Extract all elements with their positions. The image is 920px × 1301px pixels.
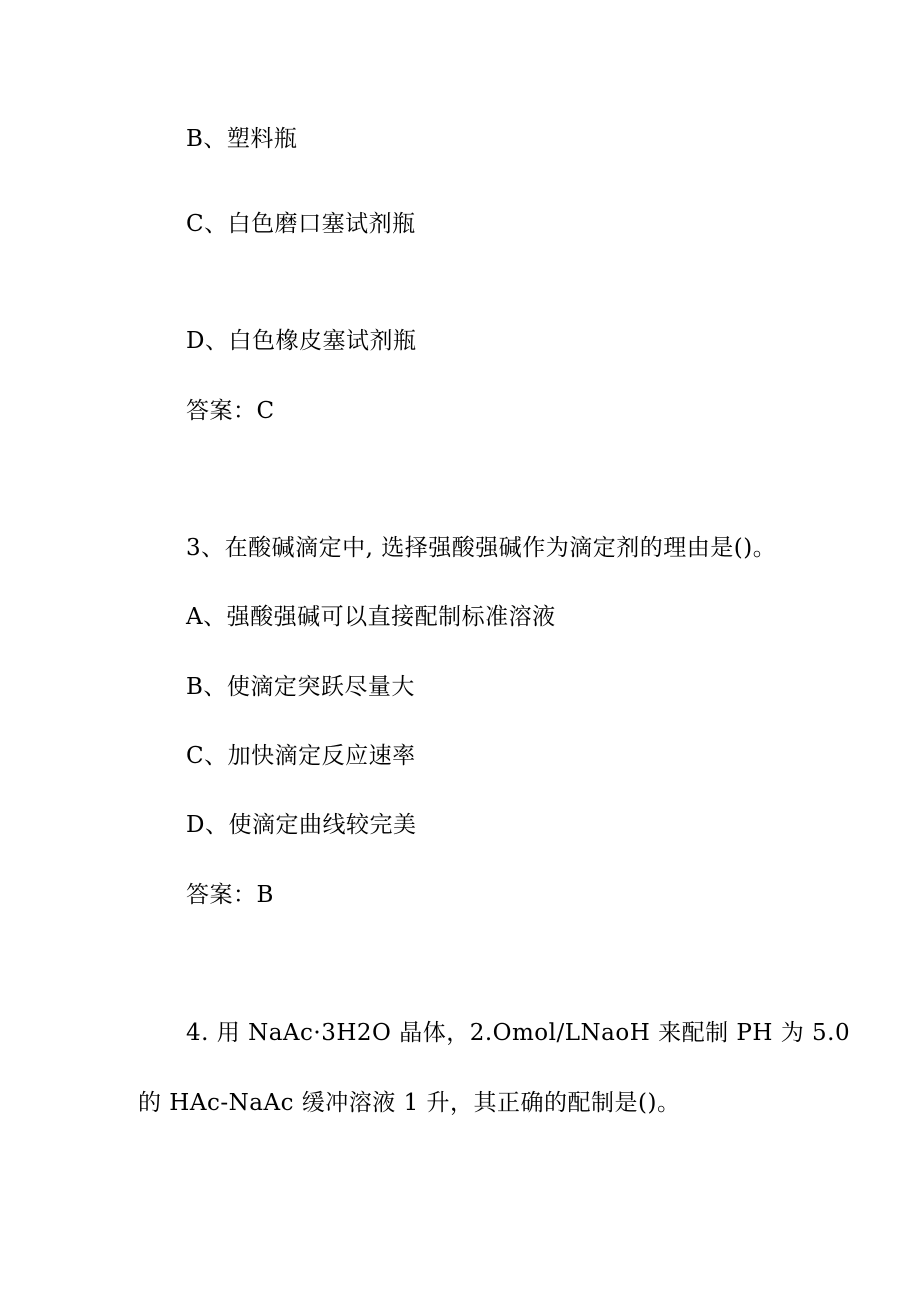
q3-option-a: A、强酸强碱可以直接配制标准溶液 (186, 604, 556, 630)
q2-option-b: B、塑料瓶 (186, 126, 298, 152)
q3-option-b: B、使滴定突跃尽量大 (186, 674, 415, 700)
q2-option-c: C、白色磨口塞试剂瓶 (186, 211, 416, 237)
q2-answer: 答案：C (186, 398, 275, 424)
q3-option-d: D、使滴定曲线较完美 (186, 812, 417, 838)
q2-option-d: D、白色橡皮塞试剂瓶 (186, 328, 417, 354)
q4-question-line2: 的 HAc-NaAc 缓冲溶液 1 升，其正确的配制是()。 (138, 1090, 681, 1116)
q3-answer: 答案：B (186, 882, 274, 908)
q3-option-c: C、加快滴定反应速率 (186, 743, 416, 769)
q4-question-line1: 4. 用 NaAc·3H2O 晶体，2.Omol/LNaoH 来配制 PH 为 5.0 (186, 1020, 851, 1046)
q3-question: 3、在酸碱滴定中, 选择强酸强碱作为滴定剂的理由是()。 (186, 535, 777, 561)
